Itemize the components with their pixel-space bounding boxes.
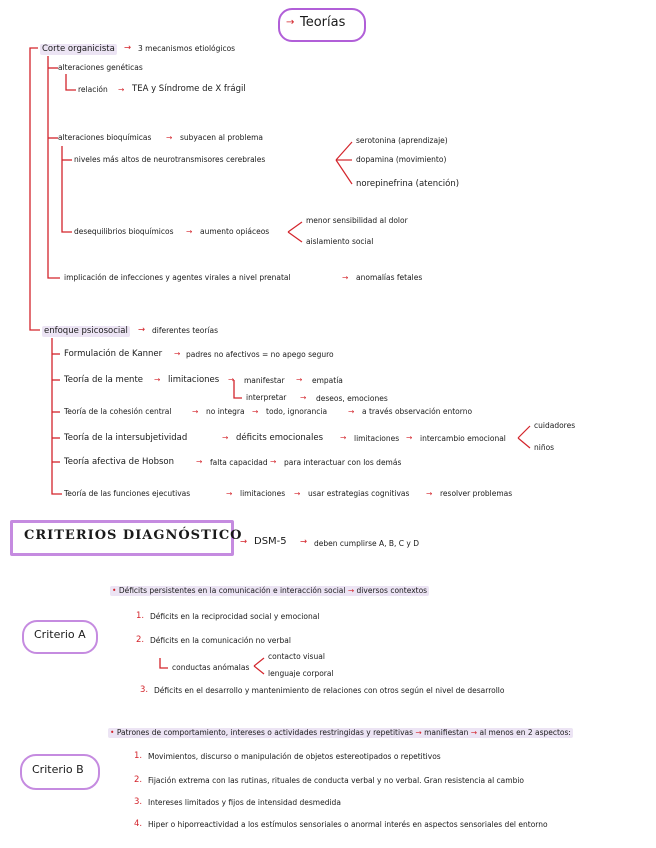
criterio-b-item-1: Movimientos, discurso o manipulación de objetos estereotipados o repetitivos [148, 752, 441, 761]
dopamina-label: dopamina (movimiento) [356, 155, 447, 164]
item-number: 1. [136, 611, 145, 621]
arrow-icon: → [300, 537, 308, 547]
criterio-a-bullet-text: Déficits persistentes en la comunicación e interacción social [118, 586, 346, 595]
kanner-value: padres no afectivos = no apego seguro [186, 350, 334, 359]
manifiestan-label: manifiestan [424, 728, 469, 737]
arrow-icon: → [166, 133, 173, 142]
arrow-icon: → [270, 457, 277, 466]
criterio-b-bullet: • Patrones de comportamiento, intereses o actividades restringidas y repetitivas → manifiestan → al menos en 2 aspectos: [110, 728, 571, 737]
intersub-label: Teoría de la intersubjetividad [64, 433, 188, 443]
cohesion-label: Teoría de la cohesión central [64, 407, 172, 416]
criterio-b-item-2: Fijación extrema con las rutinas, rituales de conducta verbal y no verbal. Gran resistencia al cambio [148, 776, 525, 785]
niveles-label: niveles más altos de neurotransmisores cerebrales [74, 155, 266, 164]
arrow-icon: → [296, 375, 303, 384]
kanner-label: Formulación de Kanner [64, 349, 163, 359]
criterio-a-bullet: • Déficits persistentes en la comunicación e interacción social → diversos contextos [112, 586, 428, 595]
no-integra-label: no integra [206, 407, 245, 416]
item-number: 3. [140, 685, 149, 695]
arrow-icon: → [186, 227, 193, 236]
arrow-icon: → [174, 349, 181, 358]
usar-label: usar estrategias cognitivas [308, 489, 410, 498]
implicacion-label: implicación de infecciones y agentes virales a nivel prenatal [64, 273, 291, 282]
criterio-b-item-3: Intereses limitados y fijos de intensidad desmedida [148, 798, 341, 807]
a-traves-label: a través observación entorno [362, 407, 473, 416]
arrow-icon: → [342, 273, 349, 282]
corte-label: Corte organicista [42, 44, 115, 54]
interactuar-label: para interactuar con los demás [284, 458, 402, 467]
item-number: 4. [134, 819, 143, 829]
mente-label: Teoría de la mente [64, 375, 144, 385]
subyacen-label: subyacen al problema [180, 133, 264, 142]
intercambio-label: intercambio emocional [420, 434, 506, 443]
limitaciones3-label: limitaciones [240, 489, 286, 498]
relacion-value: TEA y Síndrome de X frágil [132, 84, 246, 94]
arrow-icon: → [300, 393, 307, 402]
limitaciones-label: limitaciones [168, 375, 220, 385]
arrow-icon: → [228, 375, 235, 384]
criterio-a-item-2: Déficits en la comunicación no verbal [150, 636, 291, 645]
cuidadores-label: cuidadores [534, 421, 576, 430]
lenguaje-label: lenguaje corporal [268, 669, 334, 678]
contacto-label: contacto visual [268, 652, 325, 661]
arrow-icon: → [426, 489, 433, 498]
norepinefrina-label: norepinefrina (atención) [356, 179, 460, 189]
falta-label: falta capacidad [210, 458, 268, 467]
deseos-label: deseos, emociones [316, 394, 388, 403]
arrow-icon: → [286, 17, 295, 28]
ejecutivas-label: Teoría de las funciones ejecutivas [64, 489, 191, 498]
item-number: 1. [134, 751, 143, 761]
aumento-label: aumento opiáceos [200, 227, 270, 236]
ninos-label: niños [534, 443, 555, 452]
conductas-label: conductas anómalas [172, 663, 250, 672]
arrow-icon: → [252, 407, 259, 416]
interpretar-label: interpretar [246, 393, 287, 402]
criterios-title: CRITERIOS DIAGNÓSTICO [24, 528, 243, 543]
serotonina-label: serotonina (aprendizaje) [356, 136, 448, 145]
deficits-emo-label: déficits emocionales [236, 433, 324, 443]
item-number: 2. [134, 775, 143, 785]
arrow-icon: → [240, 537, 248, 547]
anomalias-label: anomalías fetales [356, 273, 423, 282]
arrow-icon: → [124, 43, 132, 53]
corte-value: 3 mecanismos etiológicos [138, 44, 236, 53]
arrow-icon: → [348, 407, 355, 416]
enfoque-label: enfoque psicosocial [44, 326, 128, 336]
item-number: 3. [134, 797, 143, 807]
criterio-b-title: Criterio B [32, 763, 84, 776]
arrow-icon: → [294, 489, 301, 498]
resolver-label: resolver problemas [440, 489, 513, 498]
relacion-label: relación [78, 85, 108, 94]
bioquimicas-label: alteraciones bioquímicas [58, 133, 152, 142]
al-menos-label: al menos en 2 aspectos: [479, 728, 571, 737]
criterio-a-item-3: Déficits en el desarrollo y mantenimiento de relaciones con otros según el nivel de desarrollo [154, 686, 505, 695]
empatia-label: empatía [312, 376, 343, 385]
manifestar-label: manifestar [244, 376, 285, 385]
criterio-a-title: Criterio A [34, 628, 86, 641]
arrow-icon: → [154, 375, 161, 384]
criterio-b-bullet-text: Patrones de comportamiento, intereses o actividades restringidas y repetitivas [116, 728, 414, 737]
limitaciones2-label: limitaciones [354, 434, 400, 443]
arrow-icon: → [118, 85, 125, 94]
teorias-title: Teorías [300, 15, 346, 30]
arrow-icon: → [138, 325, 146, 335]
arrow-icon: → [192, 407, 199, 416]
criterio-b-item-4: Hiper o hiporreactividad a los estímulos sensoriales o anormal interés en aspectos sensoriales del entorno [148, 820, 548, 829]
hobson-label: Teoría afectiva de Hobson [64, 457, 175, 467]
arrow-icon: → [222, 433, 229, 442]
desequilibrios-label: desequilibrios bioquímicos [74, 227, 174, 236]
arrow-icon: → [340, 433, 347, 442]
item-number: 2. [136, 635, 145, 645]
dsm-label: DSM-5 [254, 536, 287, 547]
arrow-icon: → [196, 457, 203, 466]
contextos-label: diversos contextos [356, 586, 428, 595]
arrow-icon: → [406, 433, 413, 442]
arrow-icon: → [226, 489, 233, 498]
deben-label: deben cumplirse A, B, C y D [314, 539, 420, 548]
todo-label: todo, ignorancia [266, 407, 328, 416]
enfoque-value: diferentes teorías [152, 326, 219, 335]
geneticas-label: alteraciones genéticas [58, 63, 143, 72]
aislamiento-label: aislamiento social [306, 237, 374, 246]
criterio-a-item-1: Déficits en la reciprocidad social y emocional [150, 612, 320, 621]
menor-label: menor sensibilidad al dolor [306, 216, 408, 225]
